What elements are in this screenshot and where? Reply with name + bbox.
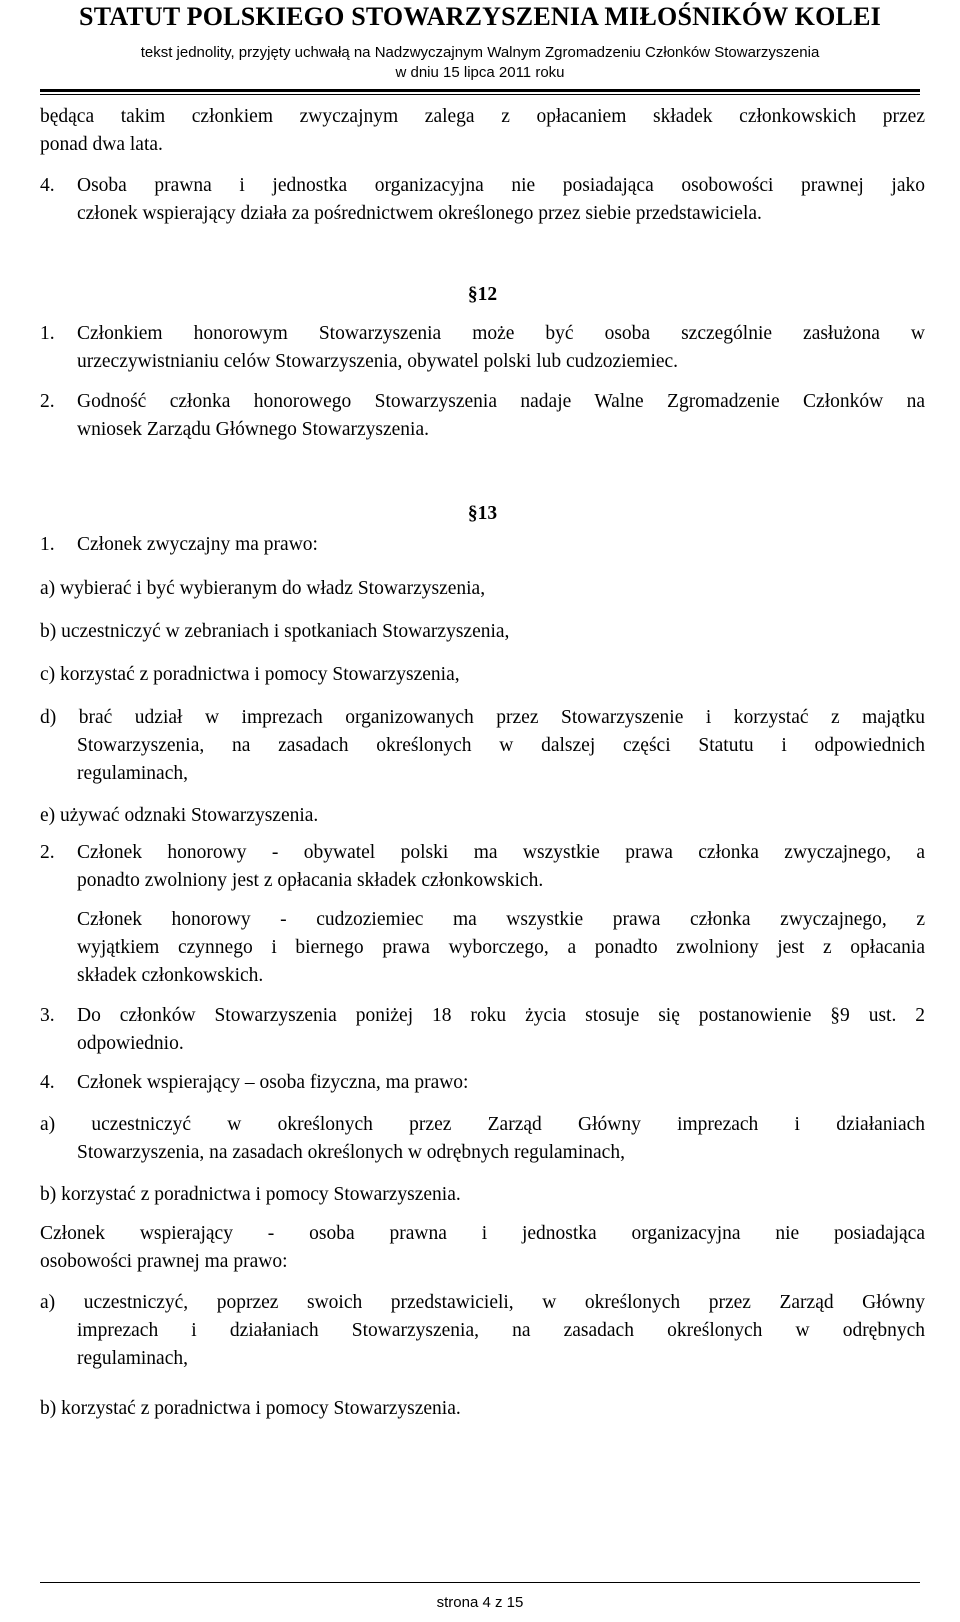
document-subtitle: tekst jednolity, przyjęty uchwałą na Nadzwyczajnym Walnym Zgromadzeniu Członków Stowarzyszenia: [140, 44, 820, 61]
s13-p4c-line-1: Członek wspierający - osoba prawna i jednostka organizacyjna nie posiadająca: [40, 1223, 925, 1244]
s13-p4a-line-2: Stowarzyszenia, na zasadach określonych w odrębnych regulaminach,: [77, 1142, 625, 1163]
s13-p4e: b) korzystać z poradnictwa i pomocy Stowarzyszenia.: [40, 1398, 461, 1419]
paragraph-number: 3.: [40, 1005, 55, 1026]
footer-rule: [40, 1582, 920, 1583]
header-rule-thick: [40, 89, 920, 92]
s13-p1-text: Członek zwyczajny ma prawo:: [77, 534, 318, 555]
paragraph-number: 1.: [40, 323, 55, 344]
page-number: strona 4 z 15: [436, 1594, 524, 1611]
s13-item-d-line-1: d) brać udział w imprezach organizowanych przez Stowarzyszenie i korzystać z majątku: [40, 707, 925, 728]
intro-line-1: będąca takim członkiem zwyczajnym zalega z opłacaniem składek członkowskich przez: [40, 106, 925, 127]
section-13-heading: §13: [467, 503, 498, 524]
s13-p4b: b) korzystać z poradnictwa i pomocy Stowarzyszenia.: [40, 1184, 461, 1205]
s13-p3-line-1: Do członków Stowarzyszenia poniżej 18 roku życia stosuje się postanowienie §9 ust. 2: [77, 1005, 925, 1026]
p4-line-2: członek wspierający działa za pośrednictwem określonego przez siebie przedstawiciela.: [77, 203, 762, 224]
s13-p2b-line-2: wyjątkiem czynnego i biernego prawa wyborczego, a ponadto zwolniony jest z opłacania: [77, 937, 925, 958]
s12-p1-line-2: urzeczywistnianiu celów Stowarzyszenia, obywatel polski lub cudzoziemiec.: [77, 351, 679, 372]
s12-p2-line-2: wniosek Zarządu Głównego Stowarzyszenia.: [77, 419, 429, 440]
paragraph-number: 4.: [40, 175, 55, 196]
s12-p2-line-1: Godność członka honorowego Stowarzyszenia nadaje Walne Zgromadzenie Członków na: [77, 391, 925, 412]
s13-p2b-line-3: składek członkowskich.: [77, 965, 264, 986]
paragraph-number: 2.: [40, 391, 55, 412]
s13-item-e: e) używać odznaki Stowarzyszenia.: [40, 805, 319, 826]
p4-line-1: Osoba prawna i jednostka organizacyjna nie posiadająca osobowości prawnej jako: [77, 175, 925, 196]
s13-p4a-line-1: a) uczestniczyć w określonych przez Zarząd Główny imprezach i działaniach: [40, 1114, 925, 1135]
section-12-heading: §12: [467, 284, 498, 305]
s13-item-a: a) wybierać i być wybieranym do władz Stowarzyszenia,: [40, 578, 486, 599]
s13-p2-line-1: Członek honorowy - obywatel polski ma wszystkie prawa członka zwyczajnego, a: [77, 842, 925, 863]
s13-p2-line-2: ponadto zwolniony jest z opłacania składek członkowskich.: [77, 870, 544, 891]
s13-item-d-line-3: regulaminach,: [77, 763, 188, 784]
paragraph-number: 4.: [40, 1072, 55, 1093]
s13-p4d-line-2: imprezach i działaniach Stowarzyszenia, na zasadach określonych w odrębnych: [77, 1320, 925, 1341]
header-rule-thin: [40, 94, 920, 95]
s13-p4d-line-1: a) uczestniczyć, poprzez swoich przedstawicieli, w określonych przez Zarząd Główny: [40, 1292, 925, 1313]
s13-p4-text: Członek wspierający – osoba fizyczna, ma prawo:: [77, 1072, 469, 1093]
s13-item-b: b) uczestniczyć w zebraniach i spotkaniach Stowarzyszenia,: [40, 621, 510, 642]
intro-line-2: ponad dwa lata.: [40, 134, 163, 155]
paragraph-number: 2.: [40, 842, 55, 863]
s13-p4d-line-3: regulaminach,: [77, 1348, 188, 1369]
document-title: STATUT POLSKIEGO STOWARZYSZENIA MIŁOŚNIKÓW KOLEI: [79, 2, 881, 31]
s13-item-d-line-2: Stowarzyszenia, na zasadach określonych w dalszej części Statutu i odpowiednich: [77, 735, 925, 756]
paragraph-number: 1.: [40, 534, 55, 555]
s13-p4c-line-2: osobowości prawnej ma prawo:: [40, 1251, 288, 1272]
s13-p2b-line-1: Członek honorowy - cudzoziemiec ma wszystkie prawa członka zwyczajnego, z: [77, 909, 925, 930]
s12-p1-line-1: Członkiem honorowym Stowarzyszenia może być osoba szczególnie zasłużona w: [77, 323, 925, 344]
s13-p3-line-2: odpowiednio.: [77, 1033, 184, 1054]
s13-item-c: c) korzystać z poradnictwa i pomocy Stowarzyszenia,: [40, 664, 460, 685]
document-date: w dniu 15 lipca 2011 roku: [395, 64, 565, 81]
